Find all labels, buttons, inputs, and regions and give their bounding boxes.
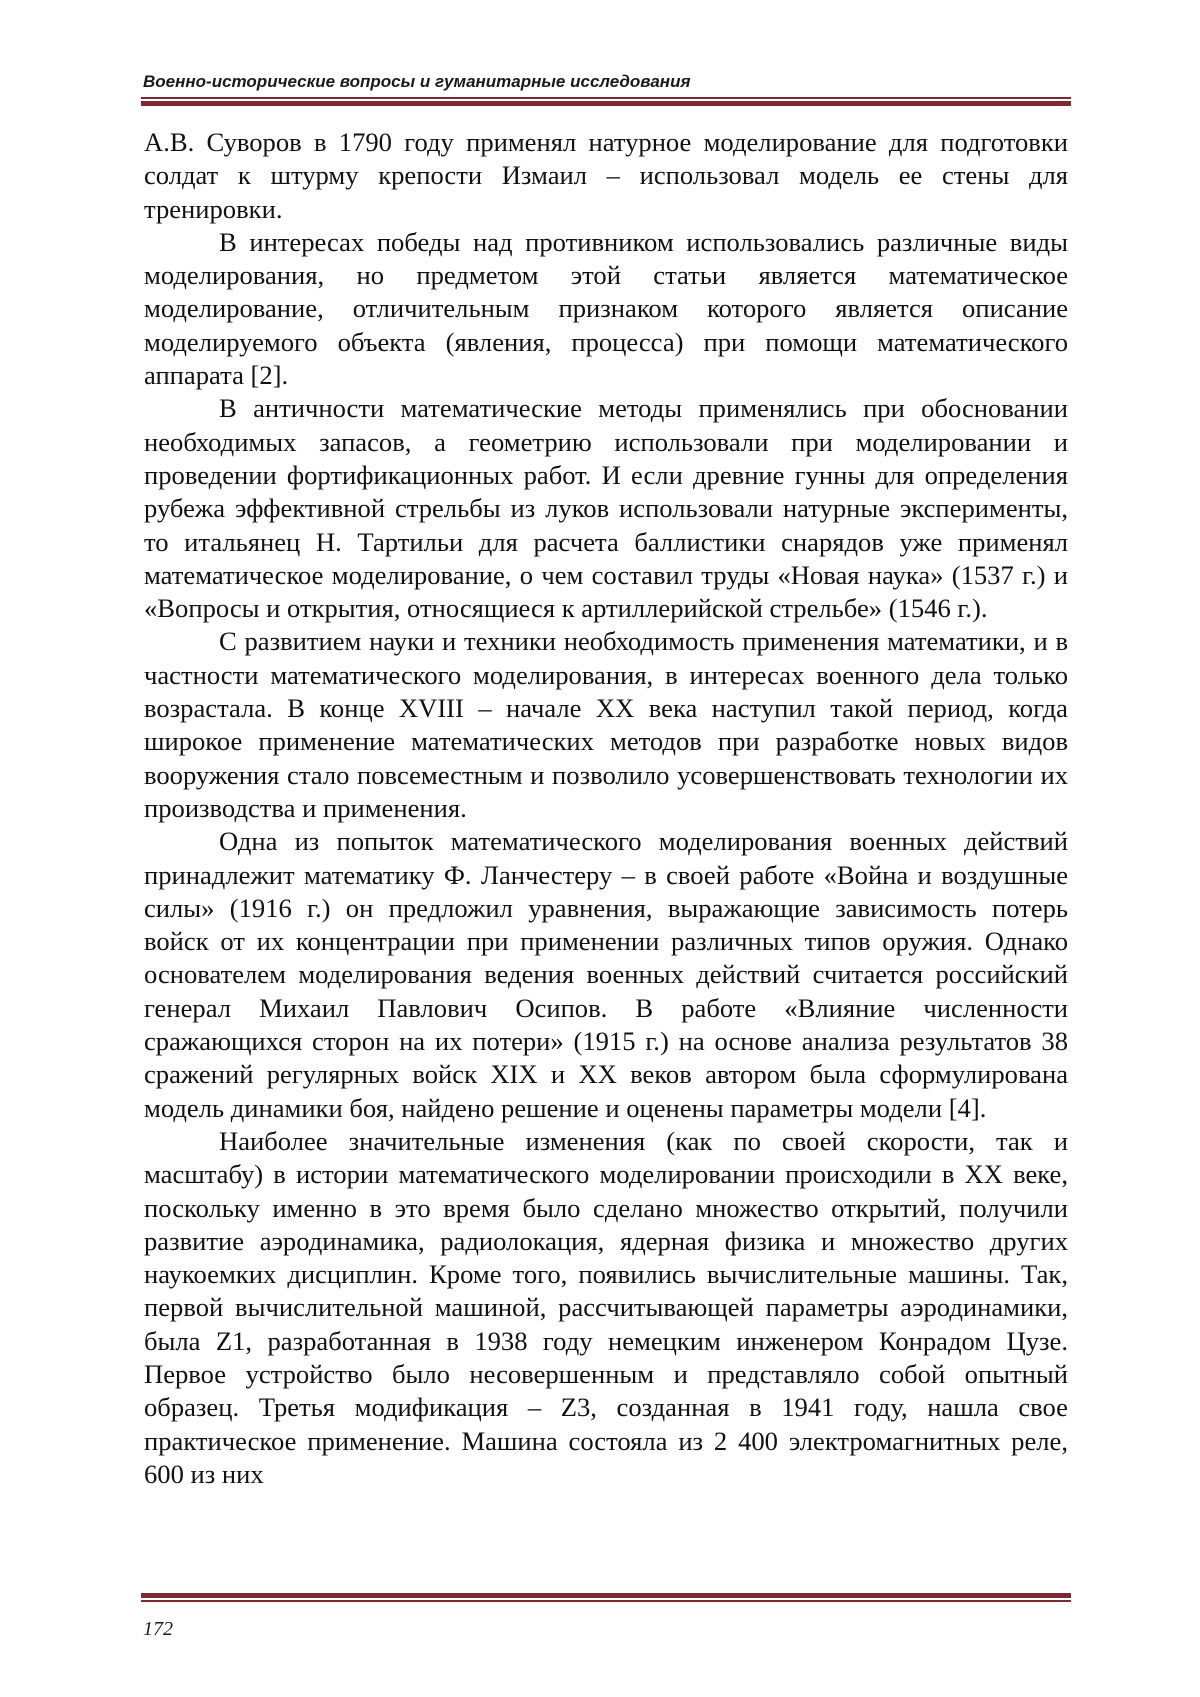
- header-rule-thick: [141, 101, 1071, 106]
- header-rule-thin: [141, 97, 1071, 99]
- paragraph-4: С развитием науки и техники необходимость применения математики, и в частности математического моделирования, в интересах военного дела только возрастала. В конце XVIII – начале XX века наступил такой период, когда широкое применение математических методов при разработке новых видов вооружения стало повсеместным и позволило усовершенствовать технологии их производства и применения.: [144, 625, 1068, 825]
- paragraph-3: В античности математические методы применялись при обосновании необходимых запасов, а геометрию использовали при моделировании и проведении фортификационных работ. И если древние гунны для определения рубежа эффективной стрельбы из луков использовали натурные эксперименты, то итальянец Н. Тартильи для расчета баллистики снарядов уже применял математическое моделирование, о чем составил труды «Новая наука» (1537 г.) и «Вопросы и открытия, относящиеся к артиллерийской стрельбе» (1546 г.).: [144, 392, 1068, 625]
- paragraph-2: В интересах победы над противником использовались различные виды моделирования, но предметом этой статьи является математическое моделирование, отличительным признаком которого является описание моделируемого объекта (явления, процесса) при помощи математического аппарата [2].: [144, 226, 1068, 392]
- paragraph-6: Наиболее значительные изменения (как по своей скорости, так и масштабу) в истории математического моделировании происходили в XX веке, поскольку именно в это время было сделано множество открытий, получили развитие аэродинамика, радиолокация, ядерная физика и множество других наукоемких дисциплин. Кроме того, появились вычислительные машины. Так, первой вычислительной машиной, рассчитывающей параметры аэродинамики, была Z1, разработанная в 1938 году немецким инженером Конрадом Цузе. Первое устройство было несовершенным и представляло собой опытный образец. Третья модификация – Z3, созданная в 1941 году, нашла свое практическое применение. Машина состояла из 2 400 электромагнитных реле, 600 из них: [144, 1125, 1068, 1491]
- paragraph-1: А.В. Суворов в 1790 году применял натурное моделирование для подготовки солдат к штурму крепости Измаил – использовал модель ее стены для тренировки.: [144, 126, 1068, 226]
- article-body: [144, 126, 1068, 1491]
- running-header: Военно-исторические вопросы и гуманитарные исследования: [143, 72, 1068, 92]
- footer-rule-thin: [141, 1600, 1071, 1602]
- footer-rule-thick: [141, 1593, 1071, 1598]
- page-number: 172: [143, 1618, 173, 1641]
- paragraph-5: Одна из попыток математического моделирования военных действий принадлежит математику Ф. Ланчестеру – в своей работе «Война и воздушные силы» (1916 г.) он предложил уравнения, выражающие зависимость потерь войск от их концентрации при применении различных типов оружия. Однако основателем моделирования ведения военных действий считается российский генерал Михаил Павлович Осипов. В работе «Влияние численности сражающихся сторон на их потери» (1915 г.) на основе анализа результатов 38 сражений регулярных войск XIX и XX веков автором была сформулирована модель динамики боя, найдено решение и оценены параметры модели [4].: [144, 825, 1068, 1125]
